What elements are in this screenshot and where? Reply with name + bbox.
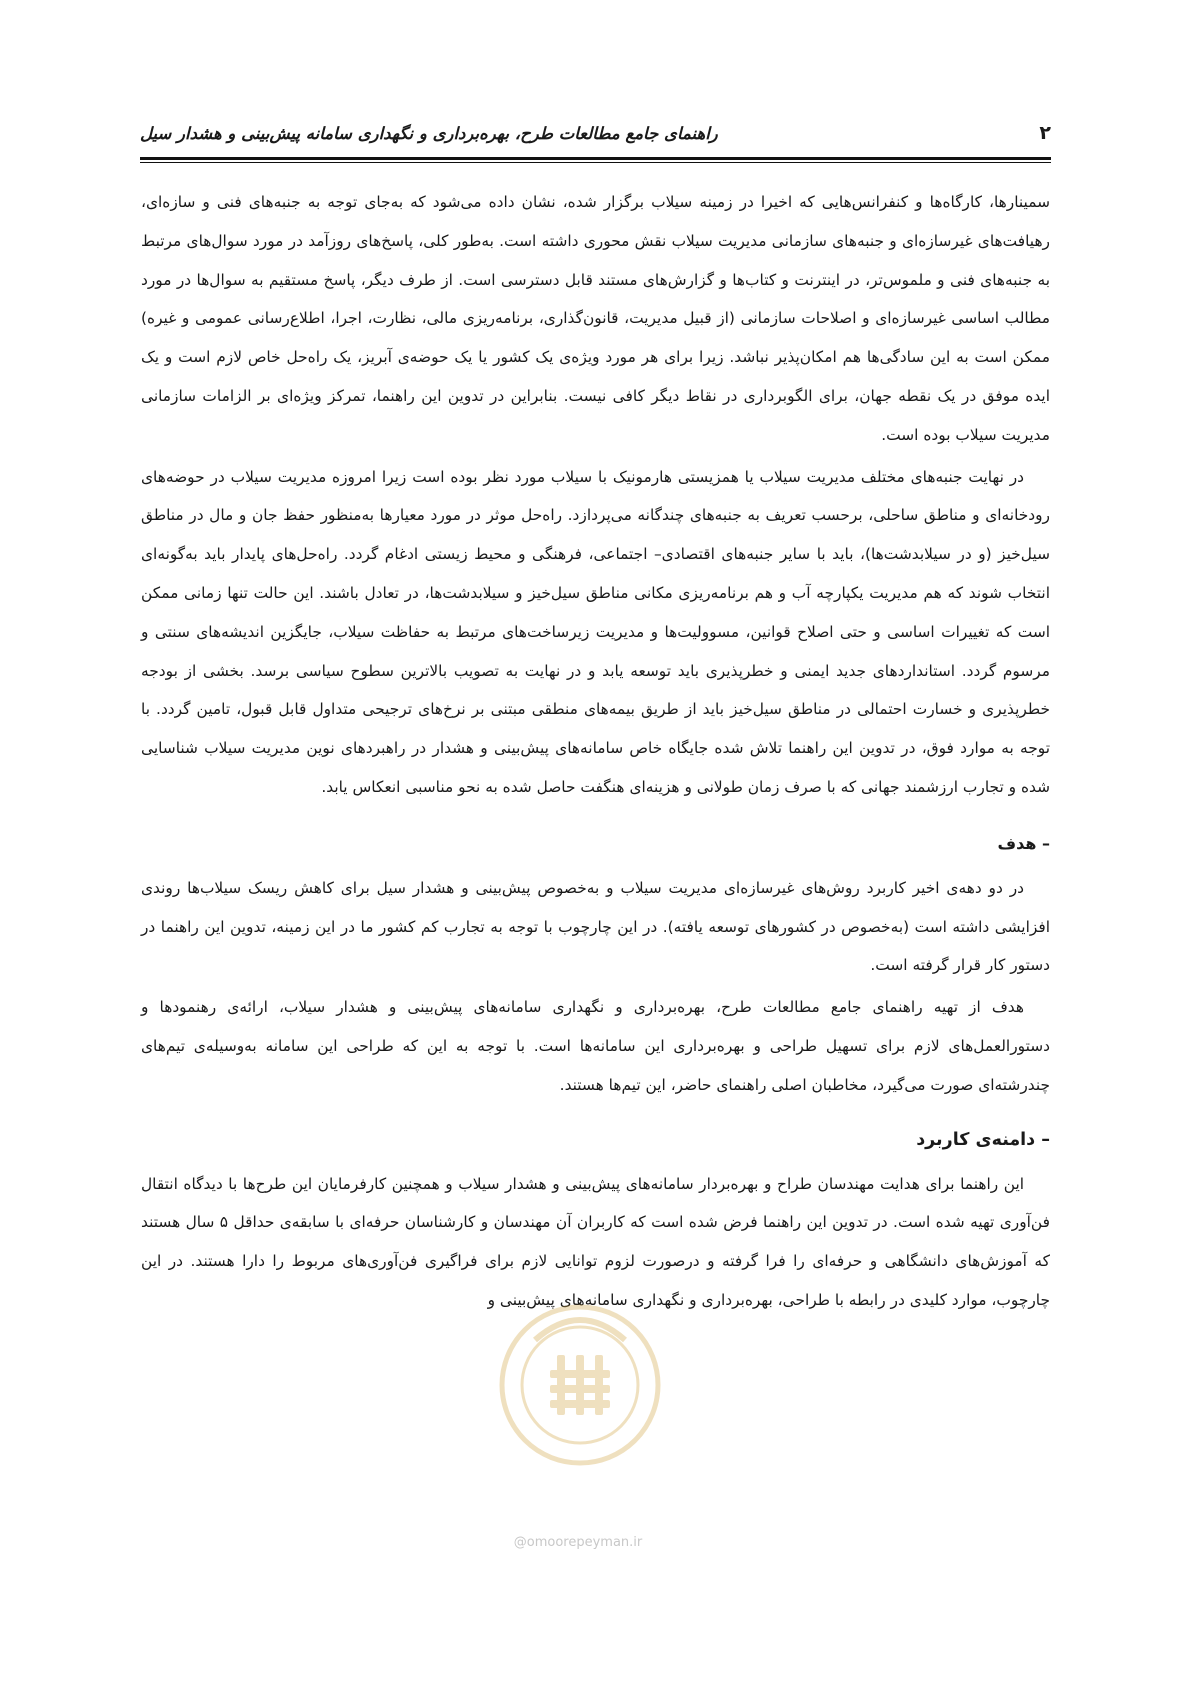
paragraph-2: در نهایت جنبه‌های مختلف مدیریت سیلاب یا همزیستی هارمونیک با سیلاب مورد نظر بوده است زیرا امروزه مدیریت سیلاب در حوضه‌های رودخانه‌ای و مناطق ساحلی، برحسب تعریف به جنبه‌های چندگانه می‌پردازد. راه‌حل موثر در مورد معیارها به‌منظور حفظ جان و مال در مناطق سیل‌خیز (و در سیلابدشت‌ها)، باید با سایر جنبه‌های اقتصادی– اجتماعی، فرهنگی و محیط زیستی ادغام گردد. راه‌حل‌های پایدار باید به‌گونه‌ای انتخاب شوند که هم مدیریت یکپارچه آب و هم برنامه‌ریزی مکانی مناطق سیل‌خیز و سیلابدشت‌ها، در تعادل باشند. این حالت تنها زمانی ممکن است که تغییرات اساسی و حتی اصلاح قوانین، مسوولیت‌ها و مدیریت زیرساخت‌های مرتبط به حفاظت سیلاب، جایگزین اندیشه‌های سنتی و مرسوم گردد. استانداردهای جدید ایمنی و خطرپذیری باید توسعه یابد و در نهایت به تصویب بالاترین سطوح سیاسی برسد. بخشی از بودجه خطرپذیری و خسارت احتمالی در مناطق سیل‌خیز باید از طریق بیمه‌های منطقی مبتنی بر نرخ‌های ترجیحی متداول قابل قبول، تامین گردد. با توجه به موارد فوق، در تدوین این راهنما تلاش شده جایگاه خاص سامانه‌های پیش‌بینی و هشدار در راهبردهای نوین مدیریت سیلاب شناسایی شده و تجارب ارزشمند جهانی که با صرف زمان طولانی و هزینه‌ای هنگفت حاصل شده به نحو مناسبی انعکاس یابد. xyxy=(141,467,1050,796)
page-number: ۲ xyxy=(1039,122,1051,144)
paragraph-5: این راهنما برای هدایت مهندسان طراح و بهره‌بردار سامانه‌های پیش‌بینی و هشدار سیلاب و همچنین کارفرمایان این طرح‌ها با دیدگاه انتقال فن‌آوری تهیه شده است. در تدوین این راهنما فرض شده است که کاربران آن مهندسان و کارشناسان حرفه‌ای با سابقه‌ی حداقل ۵ سال هستند که آموزش‌های دانشگاهی و حرفه‌ای را فرا گرفته و درصورت لزوم توانایی لازم برای فراگیری فن‌آوری‌های مربوط را دارا هستند. در این چارچوب، موارد کلیدی در رابطه با طراحی، بهره‌برداری و نگهداری سامانه‌های پیش‌بینی و xyxy=(141,1174,1050,1309)
paragraph-4: هدف از تهیه راهنمای جامع مطالعات طرح، بهره‌برداری و نگهداری سامانه‌های پیش‌بینی و هشدار سیلاب، ارائه‌ی رهنمودها و دستورالعمل‌های لازم برای تسهیل طراحی و بهره‌برداری این سامانه‌ها است. با توجه به این که طراحی این سامانه به‌وسیله‌ی تیم‌های چندرشته‌ای صورت می‌گیرد، مخاطبان اصلی راهنمای حاضر، این تیم‌ها هستند. xyxy=(141,998,1050,1094)
paragraph-1: سمینارها، کارگاه‌ها و کنفرانس‌هایی که اخیرا در زمینه سیلاب برگزار شده، نشان داده می‌شود که به‌جای توجه به جنبه‌های فنی و سازه‌ای، رهیافت‌های غیرسازه‌ای و جنبه‌های سازمانی مدیریت سیلاب نقش محوری داشته است. به‌طور کلی، پاسخ‌های روزآمد در مورد سوال‌های مرتبط به جنبه‌های فنی و ملموس‌تر، در اینترنت و کتاب‌ها و گزارش‌های مستند قابل دسترسی است. از طرف دیگر، پاسخ مستقیم به سوال‌ها در مورد مطالب اساسی غیرسازه‌ای و اصلاحات سازمانی (از قبیل مدیریت، قانون‌گذاری، برنامه‌ریزی مالی، نظارت، اجرا، اطلاع‌رسانی عمومی و غیره) ممکن است به این سادگی‌ها هم امکان‌پذیر نباشد. زیرا برای هر مورد ویژه‌ی یک کشور یا یک حوضه‌ی آبریز، یک راه‌حل خاص لازم است و یک ایده موفق در یک نقطه جهان، برای الگوبرداری در نقاط دیگر کافی نیست. بنابراین در تدوین این راهنما، تمرکز ویژه‌ای بر الزامات سازمانی مدیریت سیلاب بوده است. xyxy=(141,193,1050,444)
paragraph-3: در دو دهه‌ی اخیر کاربرد روش‌های غیرسازه‌ای مدیریت سیلاب و به‌خصوص پیش‌بینی و هشدار سیل برای کاهش ریسک سیلاب‌ها روندی افزایشی داشته است (به‌خصوص در کشورهای توسعه یافته). در این چارچوب با توجه به تجارب کم کشور ما در این زمینه، تدوین این راهنما در دستور کار قرار گرفته است. xyxy=(141,878,1050,975)
header-rule-thin xyxy=(140,162,1051,163)
watermark-site: @omoorepeyman.ir xyxy=(513,1535,643,1550)
running-title: راهنمای جامع مطالعات طرح، بهره‌برداری و نگهداری سامانه پیش‌بینی و هشدار سیل xyxy=(140,123,718,143)
watermark-logo-icon xyxy=(495,1300,665,1470)
heading-goal: – هدف xyxy=(997,833,1050,853)
running-header xyxy=(140,122,1051,144)
body-text xyxy=(141,183,1050,1323)
header-rule-thick xyxy=(140,157,1051,160)
heading-scope: – دامنه‌ی کاربرد xyxy=(916,1129,1050,1150)
